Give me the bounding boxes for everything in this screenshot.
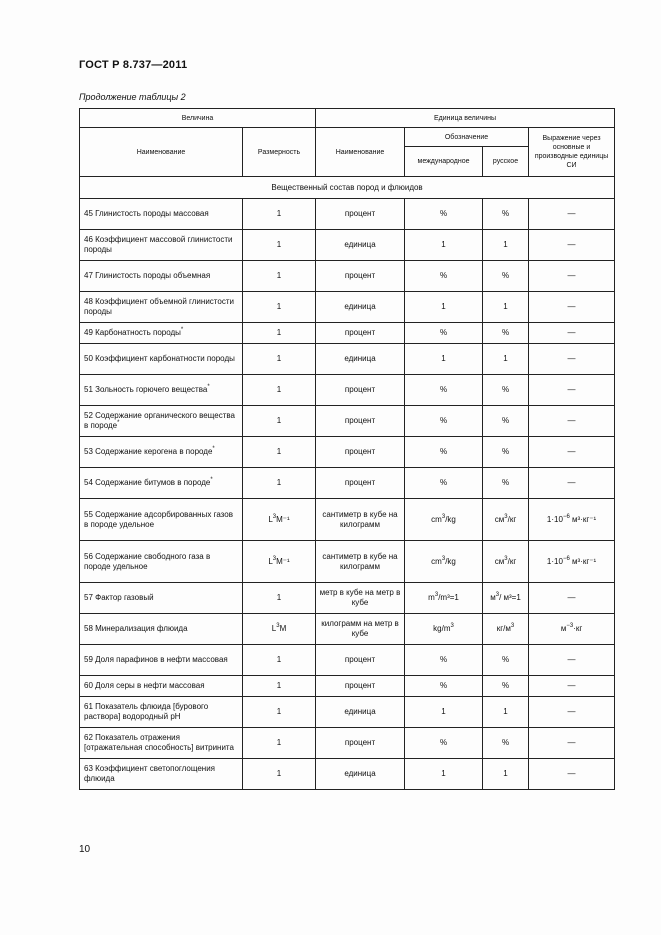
international-designation-text: 1 [441, 707, 446, 716]
russian-designation [483, 261, 529, 292]
dimension-cell-text: 1 [276, 416, 282, 425]
quantity-name-text: 63 Коэффициент светопоглощения флюида [84, 764, 216, 783]
quantity-name [80, 728, 243, 759]
si-expression-text: — [567, 769, 576, 778]
dimension-cell [243, 759, 316, 790]
dimension-cell [243, 230, 316, 261]
si-expression [529, 323, 615, 344]
international-designation-text: cm [431, 514, 442, 524]
quantity-name-text: 53 Содержание керогена в породе [84, 447, 213, 456]
dimension-cell [243, 728, 316, 759]
quantity-name [80, 199, 243, 230]
table-row [80, 437, 615, 468]
international-designation-text: % [439, 328, 448, 337]
dimension-cell-text: 1 [276, 593, 282, 602]
si-expression [529, 676, 615, 697]
unit-name-cell: процент [316, 375, 405, 406]
table-row [80, 614, 615, 645]
international-designation [405, 199, 483, 230]
si-expression [529, 583, 615, 614]
dimension-cell-text: 1 [276, 271, 282, 280]
international-designation-text: 1 [441, 302, 446, 311]
si-expression-text: — [567, 707, 576, 716]
table-row [80, 199, 615, 230]
quantity-name-text: 48 Коэффициент объемной глинистости породы [84, 297, 234, 316]
si-expression-tail: м³·кг⁻¹ [569, 556, 597, 566]
dimension-cell-text: 1 [276, 707, 282, 716]
table-row [80, 541, 615, 583]
si-expression [529, 292, 615, 323]
russian-designation [483, 614, 529, 645]
si-expression [529, 614, 615, 645]
dimension-cell [243, 583, 316, 614]
russian-designation [483, 728, 529, 759]
quantity-name [80, 759, 243, 790]
quantity-name-text: 58 Минерализация флюида [84, 624, 188, 633]
russian-designation-text: 1 [503, 769, 508, 778]
international-designation-text: kg/m [433, 624, 451, 633]
dimension-cell [243, 375, 316, 406]
russian-designation-text: 1 [503, 302, 508, 311]
russian-designation-text: см [494, 514, 505, 524]
russian-designation-text: 1 [503, 707, 508, 716]
dimension-cell [243, 261, 316, 292]
russian-designation [483, 344, 529, 375]
table-row [80, 697, 615, 728]
international-designation [405, 697, 483, 728]
header-unit: Единица величины [316, 109, 615, 128]
header-russian: русское [483, 147, 529, 177]
quantity-name-text: 46 Коэффициент массовой глинистости породы [84, 235, 233, 254]
table-row [80, 728, 615, 759]
international-designation-text: % [439, 209, 448, 218]
international-designation-text: 1 [441, 769, 446, 778]
si-expression-text: 1·10 [546, 514, 563, 524]
si-expression [529, 499, 615, 541]
russian-designation-text: % [501, 271, 510, 280]
table-row [80, 468, 615, 499]
table-row [80, 759, 615, 790]
table-row [80, 323, 615, 344]
si-expression [529, 468, 615, 499]
international-designation-tail: /kg [445, 514, 456, 524]
dimension-cell [243, 697, 316, 728]
russian-designation-text: % [501, 447, 510, 456]
international-designation [405, 344, 483, 375]
russian-designation-text: м [490, 593, 496, 602]
quantity-name [80, 499, 243, 541]
russian-designation-tail: /кг [507, 514, 517, 524]
international-designation-tail: /kg [445, 556, 456, 566]
dimension-cell-tail: M⁻¹ [276, 556, 290, 566]
si-expression [529, 375, 615, 406]
international-designation-text: % [439, 385, 448, 394]
international-designation-exponent: 3 [441, 555, 446, 562]
unit-name-cell: процент [316, 323, 405, 344]
unit-name-cell: процент [316, 676, 405, 697]
dimension-cell-text: 1 [276, 769, 282, 778]
header-name: Наименование [80, 128, 243, 177]
international-designation [405, 499, 483, 541]
russian-designation [483, 759, 529, 790]
quantity-name [80, 614, 243, 645]
quantity-name [80, 230, 243, 261]
quantity-name-text: 56 Содержание свободного газа в породе удельное [84, 551, 211, 571]
table-row [80, 261, 615, 292]
si-expression-tail: м³·кг⁻¹ [569, 514, 597, 524]
russian-designation-text: 1 [503, 354, 508, 363]
russian-designation-text: 1 [503, 240, 508, 249]
table-row [80, 344, 615, 375]
si-expression-text: — [567, 385, 576, 394]
quantity-name [80, 541, 243, 583]
section-title: Вещественный состав пород и флюидов [80, 177, 615, 199]
si-expression-text: — [567, 593, 576, 602]
russian-designation-exponent: 3 [510, 623, 515, 629]
si-expression-text: — [567, 240, 576, 249]
si-expression [529, 697, 615, 728]
si-expression-text: — [567, 209, 576, 218]
international-designation-text: % [439, 271, 448, 280]
si-expression-text: — [567, 416, 576, 425]
russian-designation-tail: /кг [507, 556, 517, 566]
quantity-name-text: 54 Содержание битумов в породе [84, 478, 211, 487]
quantity-name [80, 583, 243, 614]
russian-designation-tail: / м³=1 [499, 593, 521, 602]
international-designation-text: % [439, 681, 448, 690]
russian-designation-exponent: 3 [495, 592, 500, 598]
international-designation [405, 323, 483, 344]
international-designation [405, 468, 483, 499]
footnote-mark: * [210, 477, 213, 483]
dimension-cell-text: 1 [276, 681, 282, 690]
unit-name-cell: процент [316, 437, 405, 468]
dimension-cell-exponent: 3 [272, 513, 277, 520]
unit-name-cell: сантиметр в кубе на килограмм [316, 499, 405, 541]
quantity-name-text: 55 Содержание адсорбированных газов в породе удельное [84, 509, 233, 529]
quantity-name-text: 51 Зольность горючего вещества [84, 385, 208, 394]
russian-designation-exponent: 3 [504, 513, 508, 520]
si-expression [529, 759, 615, 790]
unit-name-cell: процент [316, 406, 405, 437]
dimension-cell [243, 614, 316, 645]
dimension-cell-text: L [268, 514, 273, 524]
international-designation-text: % [439, 738, 448, 747]
russian-designation-text: см [494, 556, 505, 566]
international-designation [405, 728, 483, 759]
quantity-name [80, 406, 243, 437]
russian-designation [483, 292, 529, 323]
table-row [80, 499, 615, 541]
international-designation-text: 1 [441, 240, 446, 249]
si-expression [529, 344, 615, 375]
quantity-name-text: 49 Карбонатность породы [84, 328, 181, 337]
header-quantity: Величина [80, 109, 316, 128]
international-designation [405, 261, 483, 292]
unit-name-cell: процент [316, 199, 405, 230]
international-designation-tail: /m³=1 [438, 593, 459, 602]
dimension-cell-text: L [268, 556, 273, 566]
russian-designation [483, 697, 529, 728]
russian-designation-text: % [501, 738, 510, 747]
dimension-cell-text: 1 [276, 240, 282, 249]
footnote-mark: * [212, 446, 215, 452]
dimension-cell-text: 1 [276, 478, 282, 487]
dimension-cell [243, 468, 316, 499]
international-designation [405, 230, 483, 261]
quantity-name [80, 344, 243, 375]
si-expression-text: 1·10 [546, 556, 563, 566]
quantity-name [80, 261, 243, 292]
international-designation [405, 614, 483, 645]
quantity-name [80, 697, 243, 728]
dimension-cell [243, 406, 316, 437]
international-designation-text: % [439, 655, 448, 664]
international-designation [405, 292, 483, 323]
international-designation [405, 583, 483, 614]
russian-designation-text: % [501, 385, 510, 394]
si-expression [529, 199, 615, 230]
unit-name-cell: килограмм на метр в кубе [316, 614, 405, 645]
unit-name-cell: единица [316, 230, 405, 261]
russian-designation-text: % [501, 478, 510, 487]
unit-name-cell: процент [316, 261, 405, 292]
dimension-cell [243, 323, 316, 344]
russian-designation [483, 645, 529, 676]
header-unit-name: Наименование [316, 128, 405, 177]
dimension-cell-exponent: 3 [272, 555, 277, 562]
si-expression-text: — [567, 738, 576, 747]
international-designation-text: m [428, 593, 435, 602]
international-designation [405, 759, 483, 790]
russian-designation-exponent: 3 [504, 555, 508, 562]
dimension-cell-tail: M⁻¹ [276, 514, 290, 524]
unit-name-cell: единица [316, 292, 405, 323]
dimension-cell [243, 437, 316, 468]
dimension-cell-text: L [271, 624, 277, 633]
quantity-name-text: 59 Доля парафинов в нефти массовая [84, 655, 228, 664]
table-row [80, 375, 615, 406]
russian-designation-text: % [501, 681, 510, 690]
russian-designation [483, 676, 529, 697]
russian-designation-text: % [501, 209, 510, 218]
dimension-cell-text: 1 [276, 302, 282, 311]
russian-designation [483, 406, 529, 437]
si-expression [529, 645, 615, 676]
unit-name-cell: метр в кубе на метр в кубе [316, 583, 405, 614]
dimension-cell [243, 499, 316, 541]
international-designation [405, 541, 483, 583]
unit-name-cell: сантиметр в кубе на килограмм [316, 541, 405, 583]
dimension-cell-tail: M [279, 624, 287, 633]
quantity-name [80, 468, 243, 499]
dimension-cell [243, 292, 316, 323]
russian-designation-text: % [501, 655, 510, 664]
quantity-name-text: 61 Показатель флюида [бурового раствора] водородный pH [84, 702, 209, 721]
si-expression-tail: ·кг [573, 624, 583, 633]
footnote-mark: * [117, 420, 120, 426]
russian-designation [483, 541, 529, 583]
header-si-expression: Выражение через основные и производные единицы СИ [529, 128, 615, 177]
header-international: международное [405, 147, 483, 177]
table-continuation-caption: Продолжение таблицы 2 [79, 92, 186, 102]
quantity-name [80, 323, 243, 344]
si-expression-text: — [567, 681, 576, 690]
dimension-cell [243, 645, 316, 676]
international-designation-text: cm [431, 556, 442, 566]
international-designation-text: 1 [441, 354, 446, 363]
quantity-name-text: 50 Коэффициент карбонатности породы [84, 354, 235, 363]
russian-designation [483, 468, 529, 499]
si-expression-text: — [567, 328, 576, 337]
unit-name-cell: процент [316, 468, 405, 499]
si-expression-exponent: −6 [562, 513, 570, 520]
russian-designation [483, 199, 529, 230]
dimension-cell [243, 199, 316, 230]
unit-name-cell: процент [316, 645, 405, 676]
si-expression-text: — [567, 478, 576, 487]
table-row [80, 292, 615, 323]
russian-designation [483, 323, 529, 344]
unit-name-cell: процент [316, 728, 405, 759]
si-expression [529, 406, 615, 437]
russian-designation-text: % [501, 416, 510, 425]
dimension-cell-text: 1 [276, 447, 282, 456]
quantity-name [80, 292, 243, 323]
page-number: 10 [79, 844, 91, 855]
russian-designation [483, 499, 529, 541]
quantity-name-text: 45 Глинистость породы массовая [84, 209, 209, 218]
quantity-name [80, 375, 243, 406]
international-designation [405, 437, 483, 468]
international-designation-exponent: 3 [441, 513, 446, 520]
table-row [80, 645, 615, 676]
unit-name-cell: единица [316, 344, 405, 375]
dimension-cell-text: 1 [276, 209, 282, 218]
unit-name-cell: единица [316, 759, 405, 790]
dimension-cell-text: 1 [276, 328, 282, 337]
si-expression-text: — [567, 447, 576, 456]
russian-designation-text: % [501, 328, 510, 337]
si-expression-text: — [567, 655, 576, 664]
international-designation [405, 406, 483, 437]
dimension-cell-text: 1 [276, 385, 282, 394]
russian-designation [483, 230, 529, 261]
international-designation [405, 375, 483, 406]
international-designation-text: % [439, 416, 448, 425]
si-expression [529, 230, 615, 261]
international-designation-text: % [439, 447, 448, 456]
quantity-name-text: 60 Доля серы в нефти массовая [84, 681, 205, 690]
si-expression-text: — [567, 354, 576, 363]
units-table [79, 108, 615, 790]
table-row [80, 406, 615, 437]
international-designation [405, 645, 483, 676]
quantity-name-text: 57 Фактор газовый [84, 593, 154, 602]
russian-designation [483, 583, 529, 614]
header-designation: Обозначение [405, 128, 529, 147]
dimension-cell [243, 676, 316, 697]
russian-designation [483, 375, 529, 406]
si-expression [529, 261, 615, 292]
russian-designation-text: кг/м [496, 624, 511, 633]
table-row [80, 676, 615, 697]
si-expression-text: м [560, 624, 567, 633]
dimension-cell-exponent: 3 [276, 623, 280, 629]
international-designation-text: % [439, 478, 448, 487]
si-expression-exponent: −6 [562, 555, 570, 562]
unit-name-cell: единица [316, 697, 405, 728]
dimension-cell [243, 541, 316, 583]
dimension-cell-text: 1 [276, 655, 282, 664]
quantity-name-text: 47 Глинистость породы объемная [84, 271, 211, 280]
si-expression-exponent: −3 [566, 623, 574, 629]
si-expression [529, 541, 615, 583]
si-expression-text: — [567, 302, 576, 311]
dimension-cell-text: 1 [276, 354, 282, 363]
si-expression [529, 728, 615, 759]
international-designation-exponent: 3 [450, 623, 454, 629]
footnote-mark: * [207, 384, 210, 390]
si-expression-text: — [567, 271, 576, 280]
quantity-name [80, 437, 243, 468]
header-dimension: Размерность [243, 128, 316, 177]
quantity-name-text: 62 Показатель отражения [отражательная способность] витринита [84, 733, 234, 752]
table-row [80, 583, 615, 614]
dimension-cell [243, 344, 316, 375]
international-designation [405, 676, 483, 697]
document-standard-code: ГОСТ Р 8.737—2011 [79, 59, 188, 71]
quantity-name-text: 52 Содержание органического вещества в породе [84, 411, 235, 430]
quantity-name [80, 676, 243, 697]
russian-designation [483, 437, 529, 468]
quantity-name [80, 645, 243, 676]
dimension-cell-text: 1 [276, 738, 282, 747]
international-designation-exponent: 3 [434, 592, 439, 598]
table-row [80, 230, 615, 261]
si-expression [529, 437, 615, 468]
footnote-mark: * [180, 327, 184, 333]
